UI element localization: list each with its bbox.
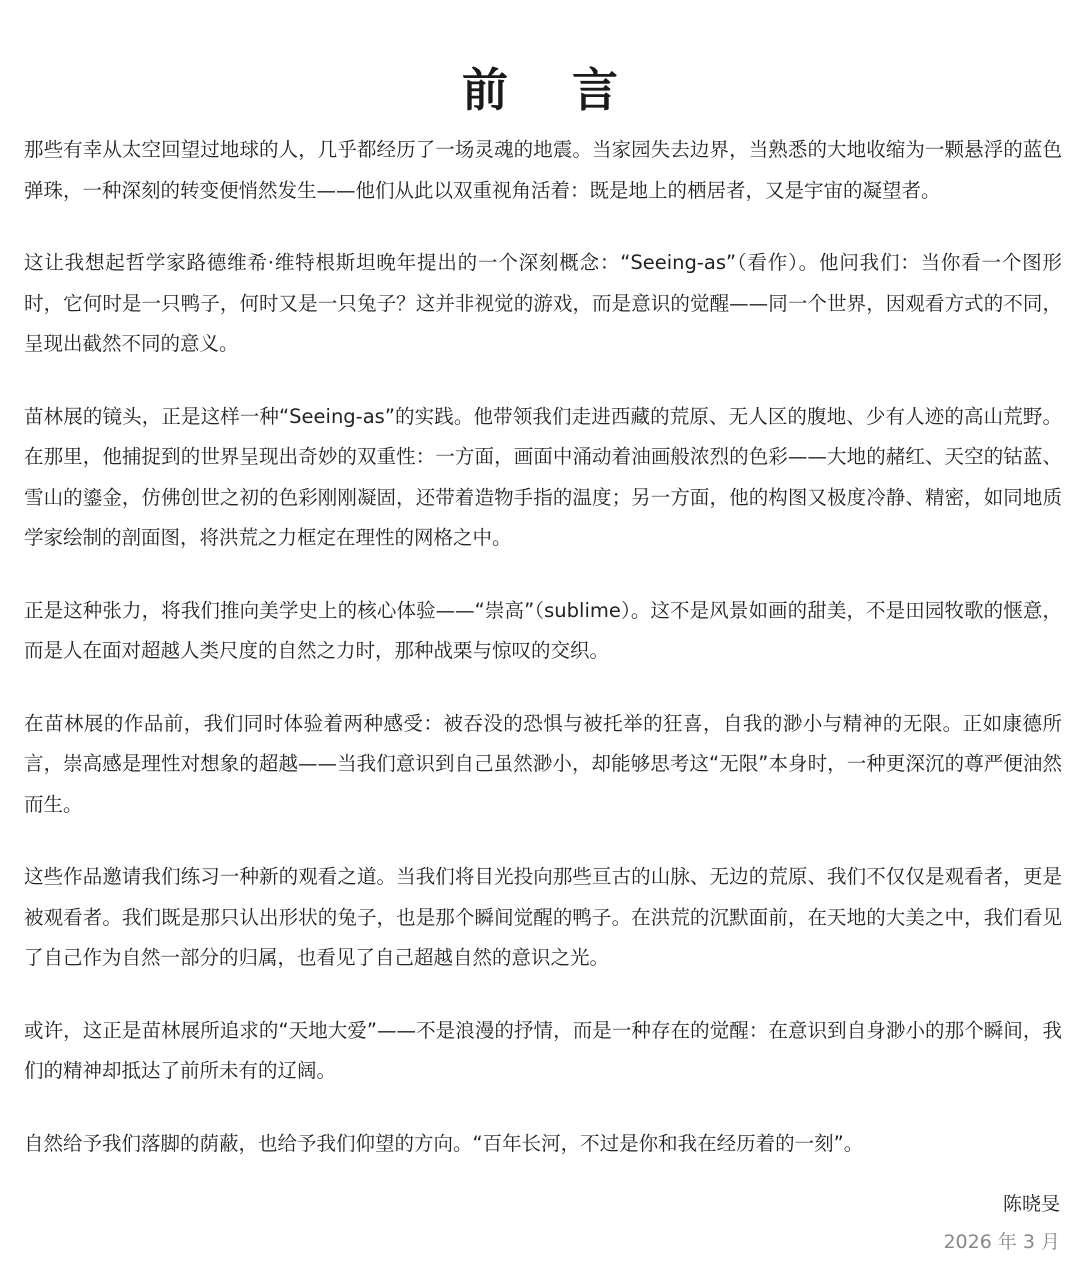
- paragraph-2: 这让我想起哲学家路德维希·维特根斯坦晚年提出的一个深刻概念：“Seeing-as”（看作）。他问我们：当你看一个图形时，它何时是一只鸭子，何时又是一只兔子？这并非视觉的游戏，而是意识的觉醒——同一个世界，因观看方式的不同，呈现出截然不同的意义。: [24, 251, 1062, 355]
- paragraph-8: 自然给予我们落脚的荫蔽，也给予我们仰望的方向。“百年长河，不过是你和我在经历着的一刻”。: [24, 1131, 864, 1155]
- paragraph-6: 这些作品邀请我们练习一种新的观看之道。当我们将目光投向那些亘古的山脉、无边的荒原、我们不仅仅是观看者，更是被观看者。我们既是那只认出形状的兔子，也是那个瞬间觉醒的鸭子。在洪荒的沉默面前，在天地的大美之中，我们看见了自己作为自然一部分的归属，也看见了自己超越自然的意识之光。: [24, 865, 1062, 969]
- paragraph-5: 在苗林展的作品前，我们同时体验着两种感受：被吞没的恐惧与被托举的狂喜，自我的渺小与精神的无限。正如康德所言，崇高感是理性对想象的超越——当我们意识到自己虽然渺小，却能够思考这“无限”本身时，一种更深沉的尊严便油然而生。: [24, 711, 1062, 816]
- author-signature: 陈晓旻: [1002, 1193, 1060, 1215]
- page-title: 前 言: [461, 62, 642, 117]
- paragraph-4: 正是这种张力，将我们推向美学史上的核心体验——“崇高”（sublime）。这不是风景如画的甜美，不是田园牧歌的惬意，而是人在面对超越人类尺度的自然之力时，那种战栗与惊叹的交织。: [24, 598, 1062, 662]
- document-date: 2026 年 3 月: [943, 1231, 1060, 1253]
- paragraph-1: 那些有幸从太空回望过地球的人，几乎都经历了一场灵魂的地震。当家园失去边界，当熟悉的大地收缩为一颗悬浮的蓝色弹珠，一种深刻的转变便悄然发生——他们从此以双重视角活着：既是地上的栖居者，又是宇宙的凝望者。: [24, 138, 1062, 202]
- paragraph-3: 苗林展的镜头，正是这样一种“Seeing-as”的实践。他带领我们走进西藏的荒原、无人区的腹地、少有人迹的高山荒野。在那里，他捕捉到的世界呈现出奇妙的双重性：一方面，画面中涌动着油画般浓烈的色彩——大地的赭红、天空的钴蓝、雪山的鎏金，仿佛创世之初的色彩刚刚凝固，还带着造物手指的温度；另一方面，他的构图又极度冷静、精密，如同地质学家绘制的剖面图，将洪荒之力框定在理性的网格之中。: [24, 404, 1062, 549]
- paragraph-7: 或许，这正是苗林展所追求的“天地大爱”——不是浪漫的抒情，而是一种存在的觉醒：在意识到自身渺小的那个瞬间，我们的精神却抵达了前所未有的辽阔。: [24, 1018, 1062, 1082]
- document-body: [24, 130, 1062, 1164]
